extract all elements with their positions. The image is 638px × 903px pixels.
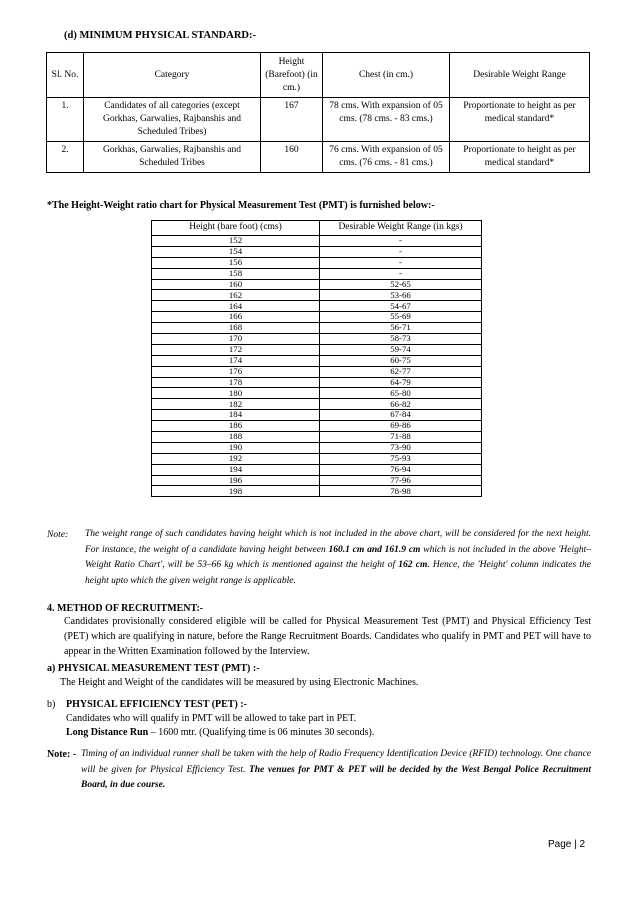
table-row [152, 257, 482, 268]
cell-height: 168 [152, 323, 320, 334]
table-row [152, 334, 482, 345]
cell-weight-range: 65-80 [320, 388, 482, 399]
cell-category: Candidates of all categories (except Gorkhas, Garwalies, Rajbanshis and Scheduled Tribes) [84, 98, 261, 142]
cell-weight-range: - [320, 246, 482, 257]
pet-heading: PHYSICAL EFFICIENCY TEST (PET) :- [66, 699, 247, 710]
cell-weight-range: 64-79 [320, 377, 482, 388]
cell-height: 167 [261, 98, 323, 142]
cell-height: 170 [152, 334, 320, 345]
table-row [152, 236, 482, 247]
cell-weight-range: 66-82 [320, 399, 482, 410]
cell-height: 154 [152, 246, 320, 257]
note2-label: Note: - [47, 749, 77, 760]
header-sl: Sl. No. [47, 53, 84, 98]
cell-weight-range: 75-93 [320, 453, 482, 464]
table-row [152, 453, 482, 464]
ratio-header-height: Height (bare foot) (cms) [152, 221, 320, 236]
cell-sl: 2. [47, 142, 84, 173]
cell-height: 174 [152, 355, 320, 366]
cell-weight-range: 76-94 [320, 464, 482, 475]
table-row [152, 442, 482, 453]
cell-height: 164 [152, 301, 320, 312]
cell-height: 186 [152, 421, 320, 432]
cell-weight-range: 56-71 [320, 323, 482, 334]
height-weight-ratio-table [151, 220, 482, 497]
cell-height: 156 [152, 257, 320, 268]
cell-weight-range: 53-66 [320, 290, 482, 301]
table-row [152, 323, 482, 334]
table-row [152, 366, 482, 377]
ratio-header-row [152, 221, 482, 236]
cell-height: 178 [152, 377, 320, 388]
cell-height: 176 [152, 366, 320, 377]
cell-weight-range: 69-86 [320, 421, 482, 432]
page-number: Page | 2 [548, 839, 586, 850]
minimum-physical-standard-table [46, 52, 590, 173]
table-row [152, 388, 482, 399]
cell-weight-range: - [320, 236, 482, 247]
cell-weight-range: 54-67 [320, 301, 482, 312]
cell-height: 158 [152, 268, 320, 279]
pet-run: Long Distance Run – 1600 mtr. (Qualifying time is 06 minutes 30 seconds). [66, 727, 375, 738]
cell-height: 188 [152, 432, 320, 443]
pet-line1: Candidates who will qualify in PMT will be allowed to take part in PET. [66, 713, 357, 724]
cell-sl: 1. [47, 98, 84, 142]
table-header-row [47, 53, 590, 98]
cell-height: 172 [152, 344, 320, 355]
cell-height: 196 [152, 475, 320, 486]
table-row [152, 344, 482, 355]
cell-height: 192 [152, 453, 320, 464]
table-row [47, 142, 590, 173]
cell-weight-range: 73-90 [320, 442, 482, 453]
table-row [152, 399, 482, 410]
header-weight: Desirable Weight Range [450, 53, 590, 98]
note-text: The weight range of such candidates having height which is not included in the above chart, will be considered for the next height. For instance, the weight of a candidate having height between 160.1 cm and 161.9 cm which is not included in the above 'Height–Weight Ratio Chart', will be 53–66 kg which is mentioned against the height of 162 cm. Hence, the 'Height' column indicates the height upto which the given weight range is applicable. [85, 529, 591, 586]
cell-height: 160 [261, 142, 323, 173]
header-category: Category [84, 53, 261, 98]
cell-height: 160 [152, 279, 320, 290]
cell-chest: 78 cms. With expansion of 05 cms. (78 cms. - 83 cms.) [323, 98, 450, 142]
table-row [152, 290, 482, 301]
table-row [152, 475, 482, 486]
cell-height: 190 [152, 442, 320, 453]
cell-weight-range: 58-73 [320, 334, 482, 345]
cell-weight-range: 55-69 [320, 312, 482, 323]
cell-weight-range: - [320, 268, 482, 279]
cell-weight-range: 77-96 [320, 475, 482, 486]
pmt-heading: a) PHYSICAL MEASUREMENT TEST (PMT) :- [47, 663, 260, 674]
table-row [47, 98, 590, 142]
note-label: Note: [47, 530, 69, 540]
cell-weight-range: 59-74 [320, 344, 482, 355]
table-row [152, 355, 482, 366]
header-height: Height (Barefoot) (in cm.) [261, 53, 323, 98]
cell-category: Gorkhas, Garwalies, Rajbanshis and Scheduled Tribes [84, 142, 261, 173]
table-row [152, 377, 482, 388]
cell-weight-range: 78-98 [320, 486, 482, 497]
pmt-text: The Height and Weight of the candidates will be measured by using Electronic Machines. [60, 677, 419, 688]
table-row [152, 410, 482, 421]
table-row [152, 432, 482, 443]
table-row [152, 301, 482, 312]
cell-weight-range: 67-84 [320, 410, 482, 421]
section4-text: Candidates provisionally considered eligible will be called for Physical Measurement Test (PMT) and Physical Efficiency Test (PET) which are qualifying in nature, before the Range Recruitment Boards. Candidates who qualify in PMT and PET will have to appear in the Written Examination followed by the Interview. [64, 616, 591, 657]
table-row [152, 486, 482, 497]
cell-height: 180 [152, 388, 320, 399]
table-row [152, 464, 482, 475]
cell-height: 198 [152, 486, 320, 497]
note2-text: Timing of an individual runner shall be taken with the help of Radio Frequency Identification Device (RFID) technology. One chance will be given for Physical Efficiency Test. The venues for PMT & PET will be decided by the West Bengal Police Recruitment Board, in due course. [81, 749, 591, 790]
cell-weight-range: 62-77 [320, 366, 482, 377]
ratio-chart-heading: *The Height-Weight ratio chart for Physical Measurement Test (PMT) is furnished below:- [47, 200, 435, 211]
section4-heading: 4. METHOD OF RECRUITMENT:- [47, 603, 204, 614]
cell-height: 194 [152, 464, 320, 475]
header-chest: Chest (in cm.) [323, 53, 450, 98]
table-row [152, 268, 482, 279]
cell-height: 162 [152, 290, 320, 301]
cell-height: 166 [152, 312, 320, 323]
cell-weight-range: 52-65 [320, 279, 482, 290]
section-d-heading: (d) MINIMUM PHYSICAL STANDARD:- [64, 30, 257, 41]
table-row [152, 312, 482, 323]
cell-weight-range: 71-88 [320, 432, 482, 443]
cell-weight-range: 60-75 [320, 355, 482, 366]
pet-label: b) [47, 699, 56, 710]
cell-height: 152 [152, 236, 320, 247]
cell-weight-range: - [320, 257, 482, 268]
cell-height: 182 [152, 399, 320, 410]
table-row [152, 246, 482, 257]
ratio-header-weight: Desirable Weight Range (in kgs) [320, 221, 482, 236]
cell-height: 184 [152, 410, 320, 421]
table-row [152, 421, 482, 432]
cell-weight: Proportionate to height as per medical standard* [450, 98, 590, 142]
table-row [152, 279, 482, 290]
cell-chest: 76 cms. With expansion of 05 cms. (76 cms. - 81 cms.) [323, 142, 450, 173]
cell-weight: Proportionate to height as per medical standard* [450, 142, 590, 173]
